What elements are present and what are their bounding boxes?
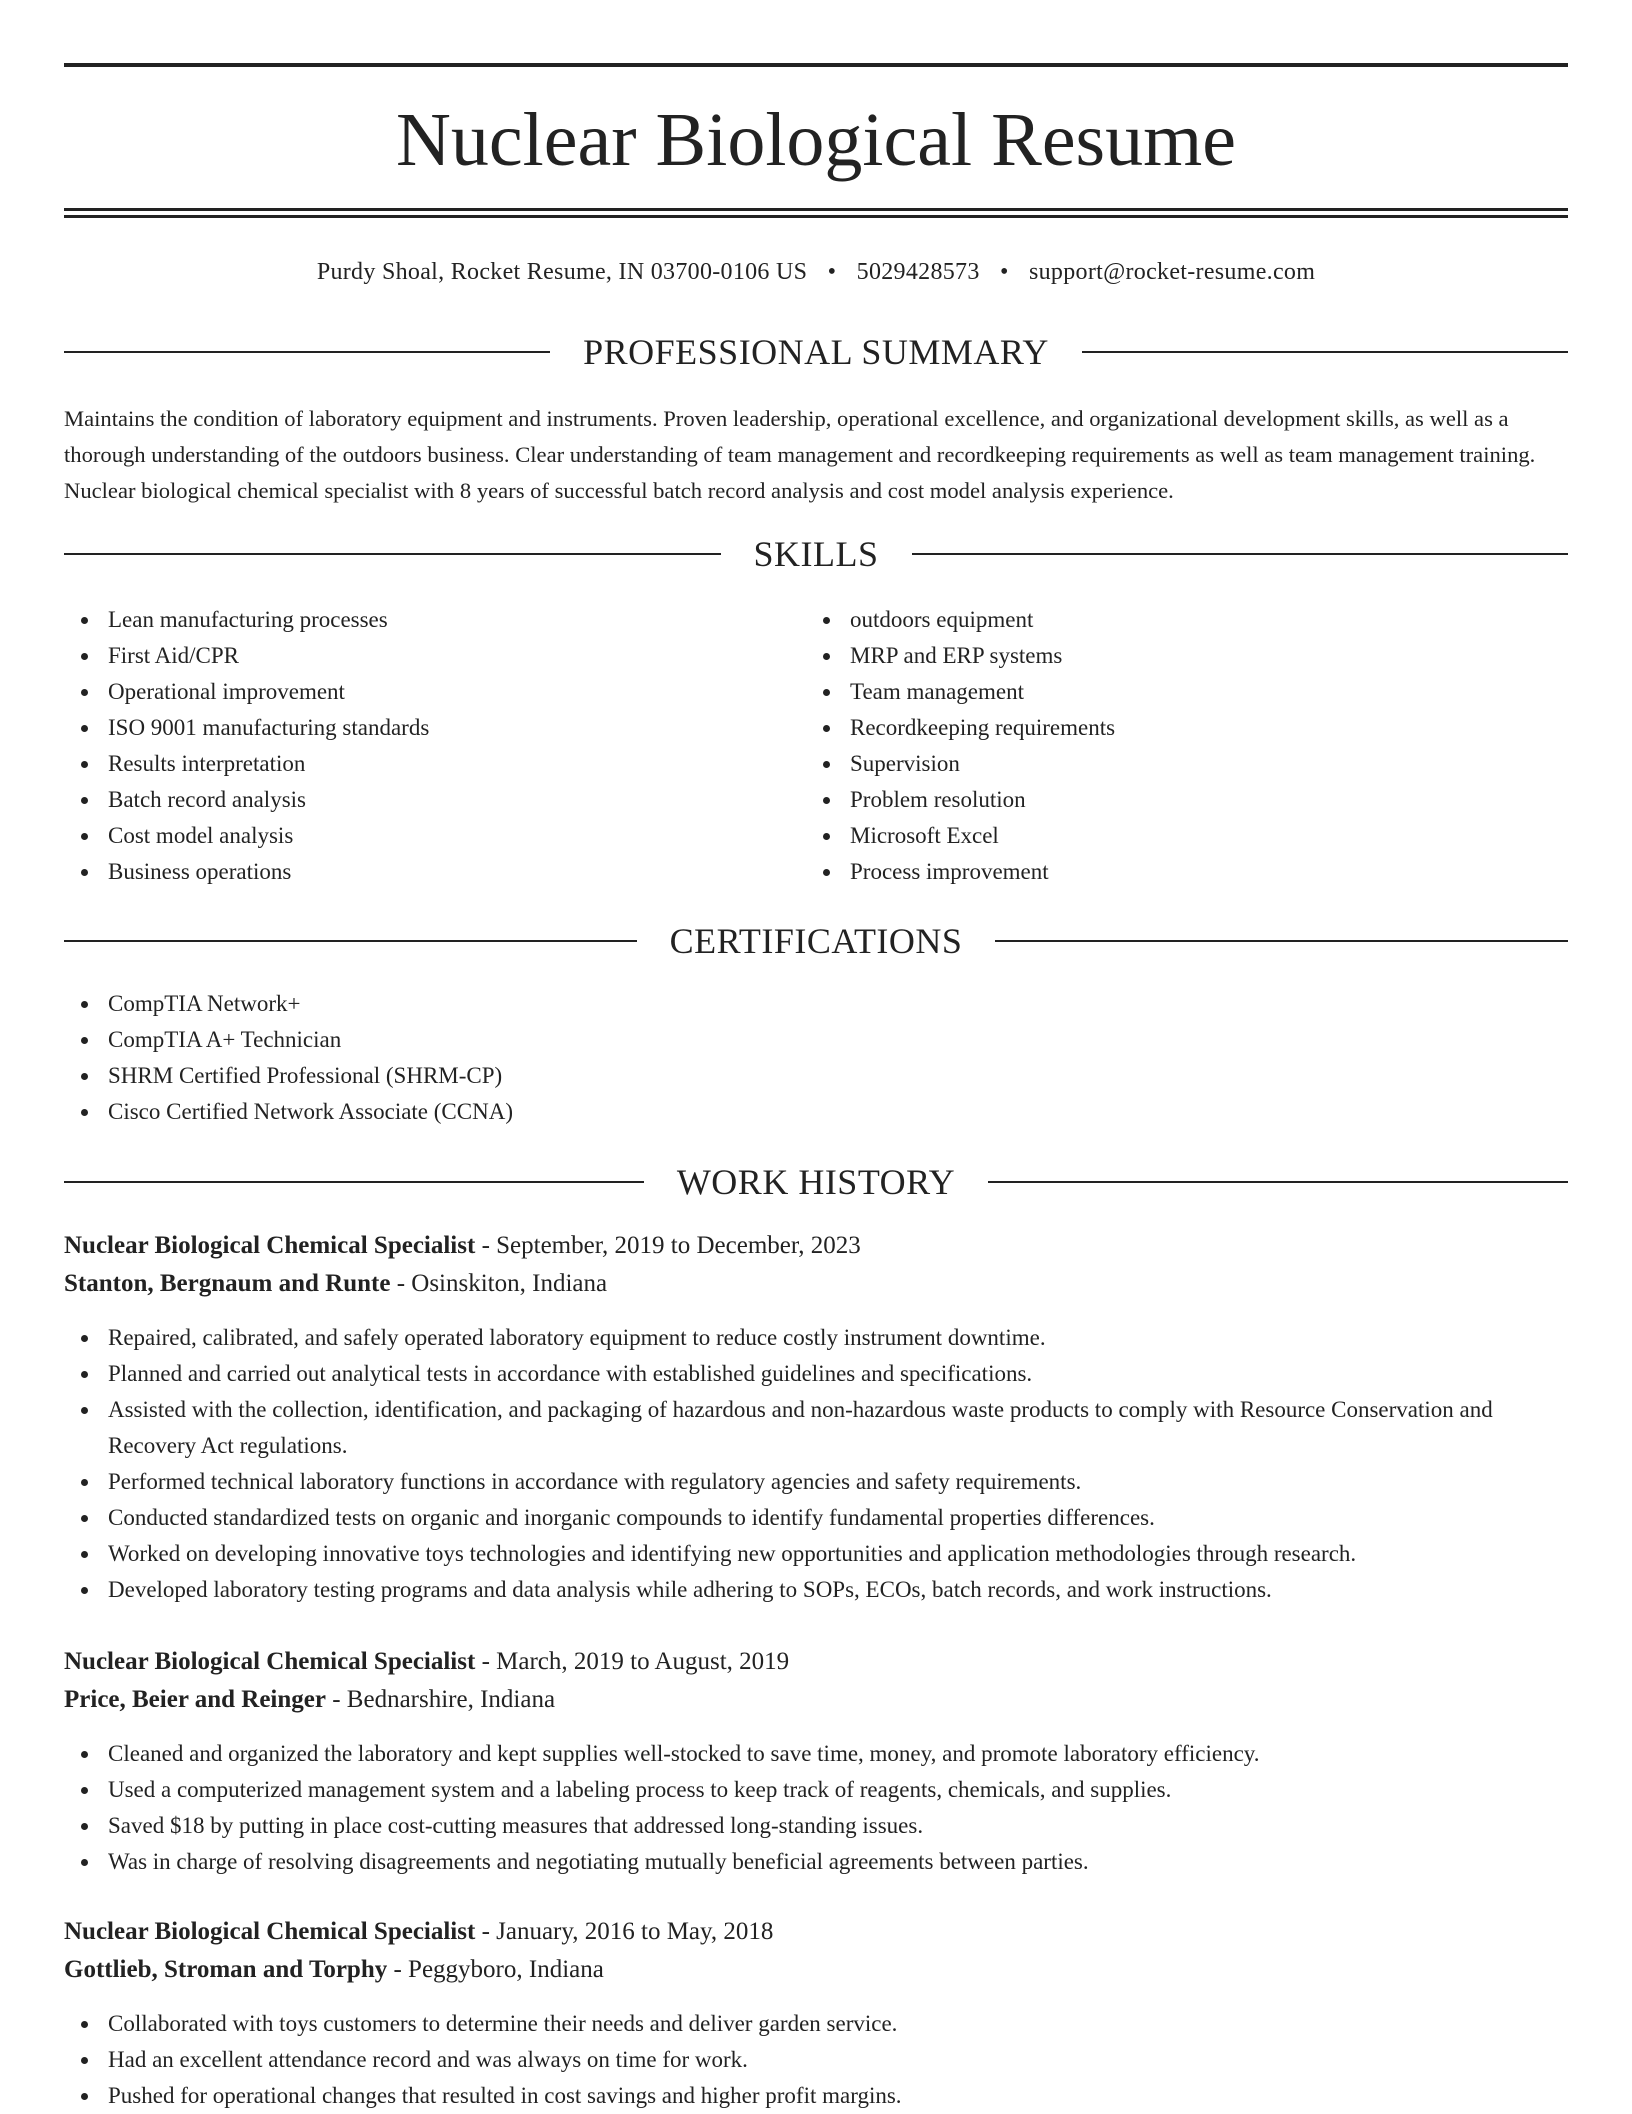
certification-item: CompTIA Network+ xyxy=(64,986,1568,1022)
job-entry xyxy=(64,1913,1568,2114)
certification-item: Cisco Certified Network Associate (CCNA) xyxy=(64,1094,1568,1130)
heading-rule-left xyxy=(64,351,550,353)
job-entry xyxy=(64,1227,1568,1608)
skill-item: Operational improvement xyxy=(64,674,764,710)
job-company: Stanton, Bergnaum and Runte xyxy=(64,1270,391,1297)
title-double-rule xyxy=(64,208,1568,218)
job-duty: Assisted with the collection, identification, and packaging of hazardous and non-hazardous waste products to comply with Resource Conservation and Recovery Act regulations. xyxy=(64,1392,1568,1464)
skills-heading-label: SKILLS xyxy=(753,534,879,574)
job-company-line xyxy=(64,1265,1568,1303)
skills-list-right xyxy=(806,602,1506,890)
job-duty: Collaborated with toys customers to determine their needs and deliver garden service. xyxy=(64,2006,1568,2042)
certifications-list xyxy=(64,986,1568,1130)
skill-item: Cost model analysis xyxy=(64,818,764,854)
heading-rule-right xyxy=(912,553,1569,555)
job-title-line xyxy=(64,1913,1568,1951)
skill-item: ISO 9001 manufacturing standards xyxy=(64,710,764,746)
summary-heading xyxy=(64,329,1568,375)
skills-column-left xyxy=(64,602,764,890)
job-duty: Planned and carried out analytical tests in accordance with established guidelines and specifications. xyxy=(64,1356,1568,1392)
job-duty: Pushed for operational changes that resulted in cost savings and higher profit margins. xyxy=(64,2078,1568,2114)
job-duty: Worked on developing innovative toys technologies and identifying new opportunities and application methodologies through research. xyxy=(64,1536,1568,1572)
job-location: - Peggyboro, Indiana xyxy=(387,1956,604,1983)
certification-item: CompTIA A+ Technician xyxy=(64,1022,1568,1058)
contact-phone: 5029428573 xyxy=(856,259,980,285)
skill-item: Batch record analysis xyxy=(64,782,764,818)
skill-item: Business operations xyxy=(64,854,764,890)
summary-text: Maintains the condition of laboratory equipment and instruments. Proven leadership, operational excellence, and organizational development skills, as well as a thorough understanding of the outdoors business. Clear understanding of team management and recordkeeping requirements as well as team management training. Nuclear biological chemical specialist with 8 years of successful batch record analysis and cost model analysis experience. xyxy=(64,406,1536,503)
job-company-line xyxy=(64,1951,1568,1989)
job-duty: Used a computerized management system and a labeling process to keep track of reagents, chemicals, and supplies. xyxy=(64,1772,1568,1808)
job-duty: Was in charge of resolving disagreements and negotiating mutually beneficial agreements between parties. xyxy=(64,1844,1568,1880)
job-title: Nuclear Biological Chemical Specialist xyxy=(64,1918,476,1945)
resume-title: Nuclear Biological Resume xyxy=(396,98,1236,182)
certifications-heading-label: CERTIFICATIONS xyxy=(669,921,963,961)
job-duty: Conducted standardized tests on organic and inorganic compounds to identify fundamental properties differences. xyxy=(64,1500,1568,1536)
skills-list-left xyxy=(64,602,764,890)
contact-line xyxy=(64,255,1568,289)
job-title: Nuclear Biological Chemical Specialist xyxy=(64,1648,476,1675)
top-rule xyxy=(64,63,1568,67)
summary-heading-label: PROFESSIONAL SUMMARY xyxy=(583,332,1049,372)
job-dates: - January, 2016 to May, 2018 xyxy=(475,1918,774,1945)
skill-item: Process improvement xyxy=(806,854,1506,890)
work-history-heading-label: WORK HISTORY xyxy=(676,1162,956,1202)
job-entry xyxy=(64,1643,1568,1880)
certification-item: SHRM Certified Professional (SHRM-CP) xyxy=(64,1058,1568,1094)
job-location: - Bednarshire, Indiana xyxy=(325,1686,556,1713)
job-duty: Cleaned and organized the laboratory and kept supplies well-stocked to save time, money, and promote laboratory efficiency. xyxy=(64,1736,1568,1772)
skill-item: Team management xyxy=(806,674,1506,710)
contact-separator: • xyxy=(827,259,837,285)
skill-item: Results interpretation xyxy=(64,746,764,782)
certifications-heading xyxy=(64,918,1568,964)
heading-rule-right xyxy=(1082,351,1568,353)
job-company: Price, Beier and Reinger xyxy=(64,1686,326,1713)
skill-item: First Aid/CPR xyxy=(64,638,764,674)
job-duty: Repaired, calibrated, and safely operated laboratory equipment to reduce costly instrument downtime. xyxy=(64,1320,1568,1356)
contact-address: Purdy Shoal, Rocket Resume, IN 03700-0106 US xyxy=(316,259,808,285)
job-duties xyxy=(64,1320,1568,1608)
heading-rule-right xyxy=(995,940,1568,942)
certifications-block xyxy=(64,986,1568,1130)
job-company-line xyxy=(64,1681,1568,1719)
job-company: Gottlieb, Stroman and Torphy xyxy=(64,1956,388,1983)
job-duties xyxy=(64,1736,1568,1880)
job-duty: Developed laboratory testing programs and data analysis while adhering to SOPs, ECOs, batch records, and work instructions. xyxy=(64,1572,1568,1608)
skill-item: Recordkeeping requirements xyxy=(806,710,1506,746)
skills-heading xyxy=(64,531,1568,577)
job-duty: Had an excellent attendance record and was always on time for work. xyxy=(64,2042,1568,2078)
skill-item: Problem resolution xyxy=(806,782,1506,818)
heading-rule-left xyxy=(64,1181,644,1183)
job-title-line xyxy=(64,1227,1568,1265)
skill-item: Microsoft Excel xyxy=(806,818,1506,854)
skill-item: MRP and ERP systems xyxy=(806,638,1506,674)
job-location: - Osinskiton, Indiana xyxy=(390,1270,608,1297)
skills-column-right xyxy=(806,602,1506,890)
skill-item: Supervision xyxy=(806,746,1506,782)
heading-rule-right xyxy=(988,1181,1568,1183)
work-history-heading xyxy=(64,1159,1568,1205)
heading-rule-left xyxy=(64,553,721,555)
contact-email: support@rocket-resume.com xyxy=(1028,259,1316,285)
job-title: Nuclear Biological Chemical Specialist xyxy=(64,1232,476,1259)
job-duty: Saved $18 by putting in place cost-cutting measures that addressed long-standing issues. xyxy=(64,1808,1568,1844)
heading-rule-left xyxy=(64,940,637,942)
skill-item: outdoors equipment xyxy=(806,602,1506,638)
job-duties xyxy=(64,2006,1568,2114)
contact-separator: • xyxy=(999,259,1009,285)
job-dates: - September, 2019 to December, 2023 xyxy=(475,1232,861,1259)
job-dates: - March, 2019 to August, 2019 xyxy=(475,1648,790,1675)
job-duty: Performed technical laboratory functions in accordance with regulatory agencies and safety requirements. xyxy=(64,1464,1568,1500)
job-title-line xyxy=(64,1643,1568,1681)
skill-item: Lean manufacturing processes xyxy=(64,602,764,638)
